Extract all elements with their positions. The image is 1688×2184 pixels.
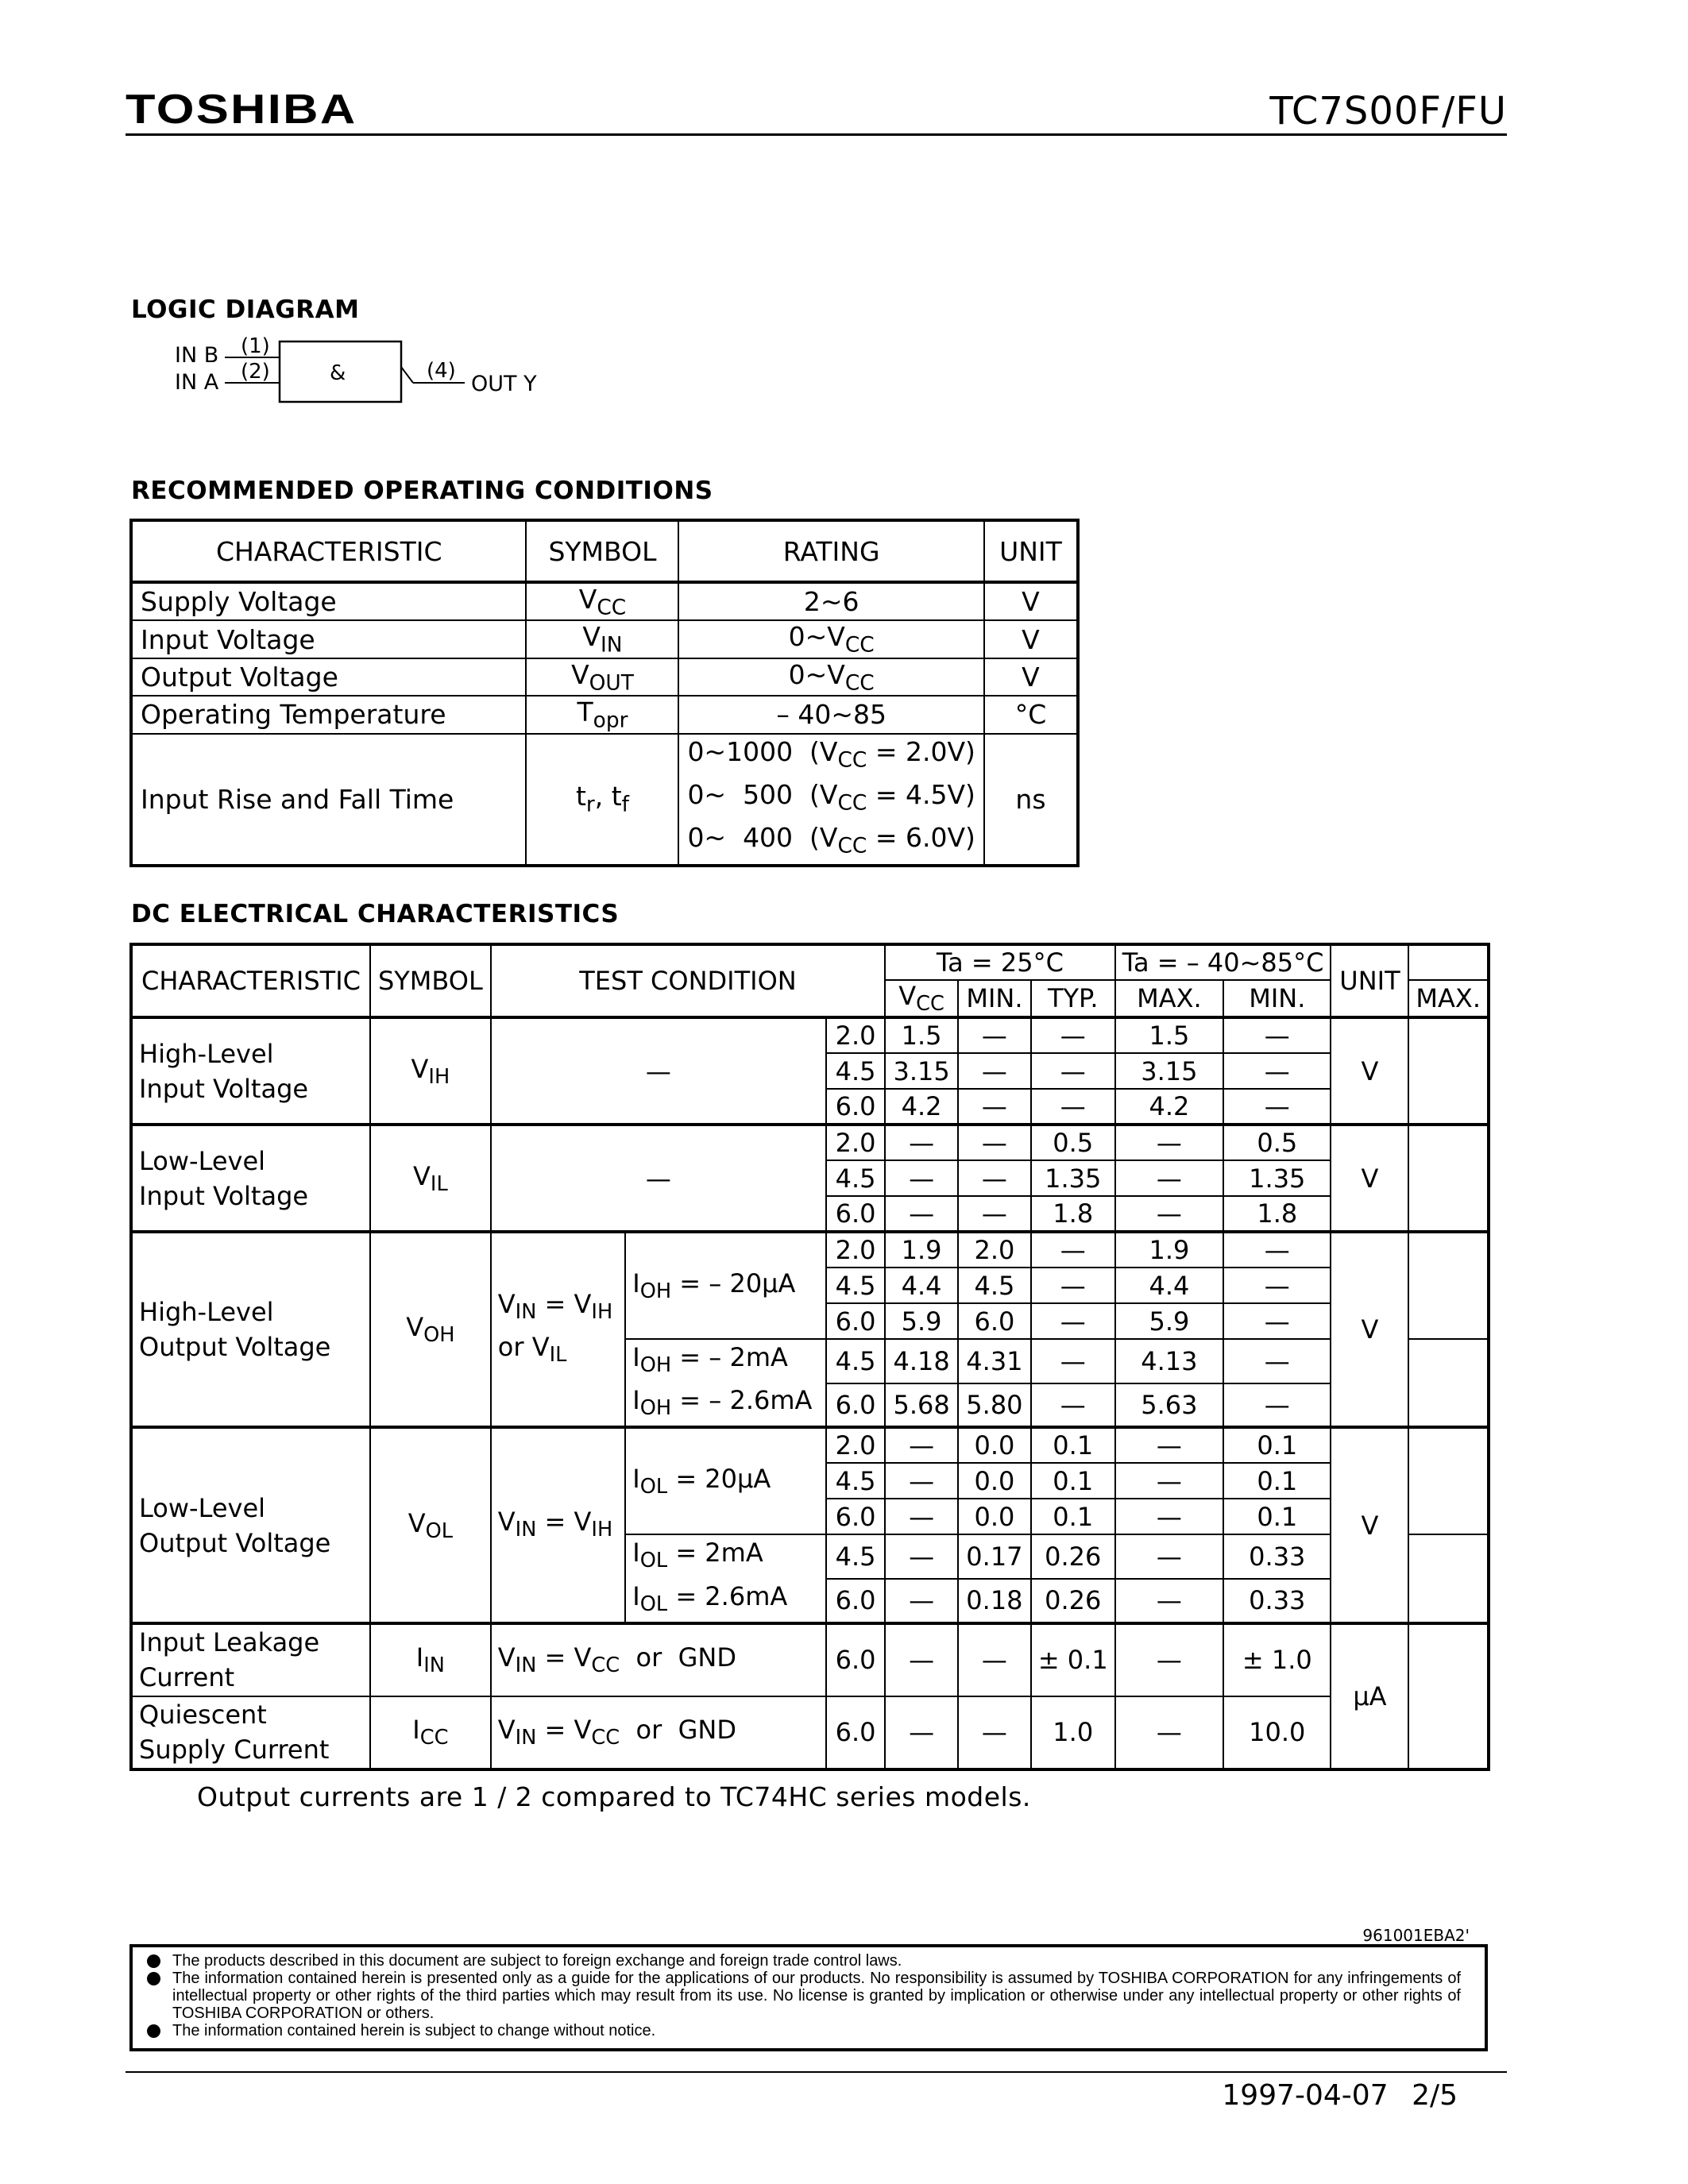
value-cell: 5.9	[1115, 1303, 1223, 1339]
unit-cell: V	[1331, 1427, 1408, 1623]
symbol-cell: $I_{IN}$	[370, 1623, 491, 1696]
value-cell: —	[1115, 1196, 1223, 1232]
value-cell: 10.0	[1223, 1696, 1331, 1769]
value-cell: 1.0	[1031, 1696, 1115, 1769]
value-cell: —	[958, 1696, 1031, 1769]
test-condition-cell: $V_{IN} = V_{IH}$	[491, 1427, 626, 1623]
value-cell: —	[1031, 1053, 1115, 1089]
value-cell: 0.1	[1223, 1499, 1331, 1534]
value-cell: 6.0	[826, 1089, 885, 1125]
value-cell: —	[1223, 1268, 1331, 1303]
value-cell: —	[885, 1125, 958, 1160]
dc-header-characteristic: CHARACTERISTIC	[131, 944, 370, 1017]
dc-header-typ: TYP.	[1031, 980, 1115, 1017]
value-cell: —	[1115, 1125, 1223, 1160]
value-cell: —	[958, 1196, 1031, 1232]
disclaimer-item: The information contained herein is presented only as a guide for the applications of our products. No responsibility is assumed by TOSHIBA CORPORATION for any infringements of intellectual property or other rights of the third parties which may result from its use. No license is granted by implication or otherwise under any intellectual property or other rights of TOSHIBA CORPORATION or others.	[147, 1970, 1461, 2022]
value-cell: 6.0	[826, 1623, 885, 1696]
symbol-cell: $V_{OH}$	[370, 1232, 491, 1427]
roc-row-input-voltage: Input Voltage $V_{IN}$ $0\sim V_{CC}$ V	[131, 620, 1078, 658]
value-cell: —	[1115, 1463, 1223, 1499]
characteristic-cell: Low-Level Input Voltage	[131, 1125, 370, 1232]
value-cell: 1.9	[1115, 1232, 1223, 1268]
document-id: 961001EBA2'	[1362, 1926, 1470, 1945]
value-cell: —	[1223, 1017, 1331, 1053]
current-condition-cell: $I_{OH}$ = – 2mA $I_{OH}$ = – 2.6mA	[625, 1339, 826, 1427]
roc-row-supply-voltage: Supply Voltage $V_{CC}$ 2~6 V	[131, 582, 1078, 620]
dc-header-unit: UNIT	[1331, 944, 1408, 1017]
dc-header-min-2: MIN.	[1223, 980, 1331, 1017]
characteristic-cell: Low-Level Output Voltage	[131, 1427, 370, 1623]
value-cell: —	[885, 1160, 958, 1196]
dc-header-test-condition: TEST CONDITION	[491, 944, 885, 1017]
bullet-icon	[147, 2024, 160, 2038]
value-cell: 5.63	[1115, 1383, 1223, 1428]
value-cell: —	[1031, 1268, 1115, 1303]
test-condition-cell: $V_{IN} = V_{IH}$ or $V_{IL}$	[491, 1232, 626, 1427]
value-cell: 3.15	[885, 1053, 958, 1089]
value-cell: 3.15	[1115, 1053, 1223, 1089]
value-cell: —	[1223, 1089, 1331, 1125]
value-cell: —	[885, 1196, 958, 1232]
logic-diagram-title: LOGIC DIAGRAM	[131, 295, 360, 324]
value-cell: 0.33	[1223, 1534, 1331, 1579]
brand-logo: TOSHIBA	[126, 87, 357, 133]
value-cell: 0.0	[958, 1427, 1031, 1463]
symbol-cell: $V_{OL}$	[370, 1427, 491, 1623]
value-cell: 0.1	[1031, 1499, 1115, 1534]
table-row	[131, 1696, 1489, 1769]
footer-date-page: 1997-04-07 2/5	[1222, 2079, 1458, 2112]
dc-header-max: MAX.	[1115, 980, 1223, 1017]
value-cell: —	[885, 1623, 958, 1696]
roc-row-operating-temperature: Operating Temperature $T_{opr}$ – 40~85 °C	[131, 696, 1078, 733]
symbol-cell: $V_{IH}$	[370, 1017, 491, 1125]
test-condition-cell: $V_{IN} = V_{CC}$ or GND	[491, 1623, 826, 1696]
value-cell: 4.5	[958, 1268, 1031, 1303]
roc-table	[129, 519, 1080, 867]
value-cell: 5.80	[958, 1383, 1031, 1428]
dc-header-max-2: MAX.	[1408, 980, 1489, 1017]
table-row	[131, 1427, 1489, 1463]
table-row	[131, 1623, 1489, 1696]
value-cell: 4.5	[826, 1534, 885, 1579]
current-condition-cell: $I_{OL} = 20\mu A$	[625, 1427, 826, 1534]
in-b-label: IN B	[175, 343, 219, 368]
test-condition-cell: —	[491, 1125, 826, 1232]
value-cell: 4.4	[885, 1268, 958, 1303]
value-cell: ± 0.1	[1031, 1623, 1115, 1696]
value-cell: 2.0	[826, 1427, 885, 1463]
value-cell: 1.5	[1115, 1017, 1223, 1053]
value-cell: 6.0	[826, 1383, 885, 1428]
unit-cell: V	[1331, 1125, 1408, 1232]
value-cell: —	[1115, 1696, 1223, 1769]
disclaimer-item: The products described in this document are subject to foreign exchange and foreign trade control laws.	[147, 1952, 1461, 1970]
value-cell: —	[1223, 1339, 1331, 1383]
current-condition-cell: $I_{OH}$ = – 20μA	[625, 1232, 826, 1339]
value-cell: 2.0	[826, 1232, 885, 1268]
value-cell: 6.0	[826, 1499, 885, 1534]
value-cell: —	[1223, 1303, 1331, 1339]
test-condition-cell: —	[491, 1017, 826, 1125]
bullet-icon	[147, 1972, 160, 1985]
value-cell: —	[1031, 1232, 1115, 1268]
value-cell: 1.5	[885, 1017, 958, 1053]
unit-cell: V	[1331, 1017, 1408, 1125]
value-cell: —	[1031, 1383, 1115, 1428]
value-cell: —	[885, 1696, 958, 1769]
footnote: Output currents are 1 / 2 compared to TC74HC series models.	[197, 1781, 1031, 1812]
symbol-cell: $I_{CC}$	[370, 1696, 491, 1769]
value-cell: —	[958, 1160, 1031, 1196]
roc-row-rise-fall-time: Input Rise and Fall Time $t_r$, $t_f$ 0~1000 $(V_{CC} = 2.0V)$ 0~ 500 $(V_{CC} = 4.5V)$ 0~ 400 $(V_{CC} = 6.0V)$ ns	[131, 734, 1078, 866]
dc-header-symbol: SYMBOL	[370, 944, 491, 1017]
value-cell: 1.35	[1223, 1160, 1331, 1196]
value-cell: —	[1115, 1160, 1223, 1196]
value-cell: 2.0	[958, 1232, 1031, 1268]
value-cell: 4.2	[1115, 1089, 1223, 1125]
header-rule	[126, 133, 1507, 136]
value-cell: —	[958, 1089, 1031, 1125]
value-cell: —	[1115, 1534, 1223, 1579]
value-cell: 1.9	[885, 1232, 958, 1268]
disclaimer-item: The information contained herein is subject to change without notice.	[147, 2022, 1461, 2039]
unit-cell: μA	[1331, 1623, 1408, 1769]
value-cell: 4.13	[1115, 1339, 1223, 1383]
part-number: TC7S00F/FU	[1269, 89, 1507, 133]
characteristic-cell: Input Leakage Current	[131, 1623, 370, 1696]
value-cell: —	[1115, 1427, 1223, 1463]
value-cell: 0.18	[958, 1579, 1031, 1623]
value-cell: 1.35	[1031, 1160, 1115, 1196]
pin-1-label: (1)	[241, 334, 270, 358]
value-cell: 6.0	[958, 1303, 1031, 1339]
value-cell: —	[1031, 1339, 1115, 1383]
in-a-label: IN A	[175, 370, 219, 395]
bullet-icon	[147, 1954, 160, 1968]
roc-row-output-voltage: Output Voltage $V_{OUT}$ $0\sim V_{CC}$ V	[131, 658, 1078, 696]
roc-header-characteristic: CHARACTERISTIC	[131, 520, 526, 582]
value-cell: 4.5	[826, 1463, 885, 1499]
value-cell: 4.31	[958, 1339, 1031, 1383]
value-cell: 0.5	[1031, 1125, 1115, 1160]
value-cell: 0.0	[958, 1463, 1031, 1499]
value-cell: 4.4	[1115, 1268, 1223, 1303]
value-cell: 2.0	[826, 1125, 885, 1160]
value-cell: 4.5	[826, 1268, 885, 1303]
value-cell: 6.0	[826, 1303, 885, 1339]
value-cell: —	[1031, 1089, 1115, 1125]
value-cell: —	[1223, 1232, 1331, 1268]
value-cell: 4.2	[885, 1089, 958, 1125]
table-row	[131, 1017, 1489, 1053]
table-row	[131, 1232, 1489, 1268]
value-cell: 0.26	[1031, 1534, 1115, 1579]
value-cell: —	[885, 1579, 958, 1623]
value-cell: 0.0	[958, 1499, 1031, 1534]
roc-header-symbol: SYMBOL	[526, 520, 678, 582]
characteristic-cell: High-Level Input Voltage	[131, 1017, 370, 1125]
value-cell: —	[1223, 1053, 1331, 1089]
dc-table	[129, 943, 1490, 1771]
value-cell: —	[1223, 1383, 1331, 1428]
value-cell: 4.5	[826, 1160, 885, 1196]
value-cell: —	[1115, 1499, 1223, 1534]
logic-diagram	[171, 334, 568, 421]
value-cell: 0.1	[1031, 1427, 1115, 1463]
dc-title: DC ELECTRICAL CHARACTERISTICS	[131, 900, 620, 928]
roc-header-rating: RATING	[678, 520, 983, 582]
value-cell: 6.0	[826, 1579, 885, 1623]
pin-4-label: (4)	[427, 359, 456, 383]
dc-header-ta85: Ta = – 40~85°C	[1115, 944, 1331, 980]
characteristic-cell: Quiescent Supply Current	[131, 1696, 370, 1769]
dc-header-min: MIN.	[958, 980, 1031, 1017]
pin-2-label: (2)	[241, 360, 270, 384]
test-condition-cell: $V_{IN} = V_{CC}$ or GND	[491, 1696, 826, 1769]
value-cell: 5.9	[885, 1303, 958, 1339]
value-cell: —	[958, 1017, 1031, 1053]
unit-cell: V	[1331, 1232, 1408, 1427]
value-cell: —	[958, 1125, 1031, 1160]
value-cell: 5.68	[885, 1383, 958, 1428]
characteristic-cell: High-Level Output Voltage	[131, 1232, 370, 1427]
value-cell: 0.1	[1223, 1463, 1331, 1499]
value-cell: —	[885, 1534, 958, 1579]
value-cell: —	[885, 1463, 958, 1499]
value-cell: 4.18	[885, 1339, 958, 1383]
value-cell: 0.17	[958, 1534, 1031, 1579]
value-cell: 0.5	[1223, 1125, 1331, 1160]
value-cell: ± 1.0	[1223, 1623, 1331, 1696]
value-cell: —	[958, 1053, 1031, 1089]
value-cell: 6.0	[826, 1696, 885, 1769]
roc-title: RECOMMENDED OPERATING CONDITIONS	[131, 477, 713, 505]
value-cell: —	[1031, 1017, 1115, 1053]
value-cell: 0.1	[1223, 1427, 1331, 1463]
symbol-cell: $V_{IL}$	[370, 1125, 491, 1232]
value-cell: 4.5	[826, 1053, 885, 1089]
value-cell: —	[885, 1499, 958, 1534]
gate-symbol: &	[330, 361, 346, 385]
value-cell: —	[1115, 1623, 1223, 1696]
out-y-label: OUT Y	[471, 372, 537, 396]
value-cell: 2.0	[826, 1017, 885, 1053]
footer-rule	[126, 2071, 1507, 2073]
value-cell: 0.26	[1031, 1579, 1115, 1623]
value-cell: —	[1115, 1579, 1223, 1623]
current-condition-cell: $I_{OL} = 2mA$ $I_{OL} = 2.6mA$	[625, 1534, 826, 1623]
disclaimer-box	[129, 1944, 1488, 2051]
dc-header-vcc: $V_{CC}$	[885, 980, 958, 1017]
value-cell: —	[1031, 1303, 1115, 1339]
value-cell: 4.5	[826, 1339, 885, 1383]
value-cell: 6.0	[826, 1196, 885, 1232]
value-cell: —	[958, 1623, 1031, 1696]
dc-header-ta25: Ta = 25°C	[885, 944, 1115, 980]
value-cell: —	[885, 1427, 958, 1463]
table-row	[131, 1125, 1489, 1160]
value-cell: 1.8	[1031, 1196, 1115, 1232]
roc-header-unit: UNIT	[984, 520, 1078, 582]
value-cell: 0.33	[1223, 1579, 1331, 1623]
value-cell: 0.1	[1031, 1463, 1115, 1499]
value-cell: 1.8	[1223, 1196, 1331, 1232]
